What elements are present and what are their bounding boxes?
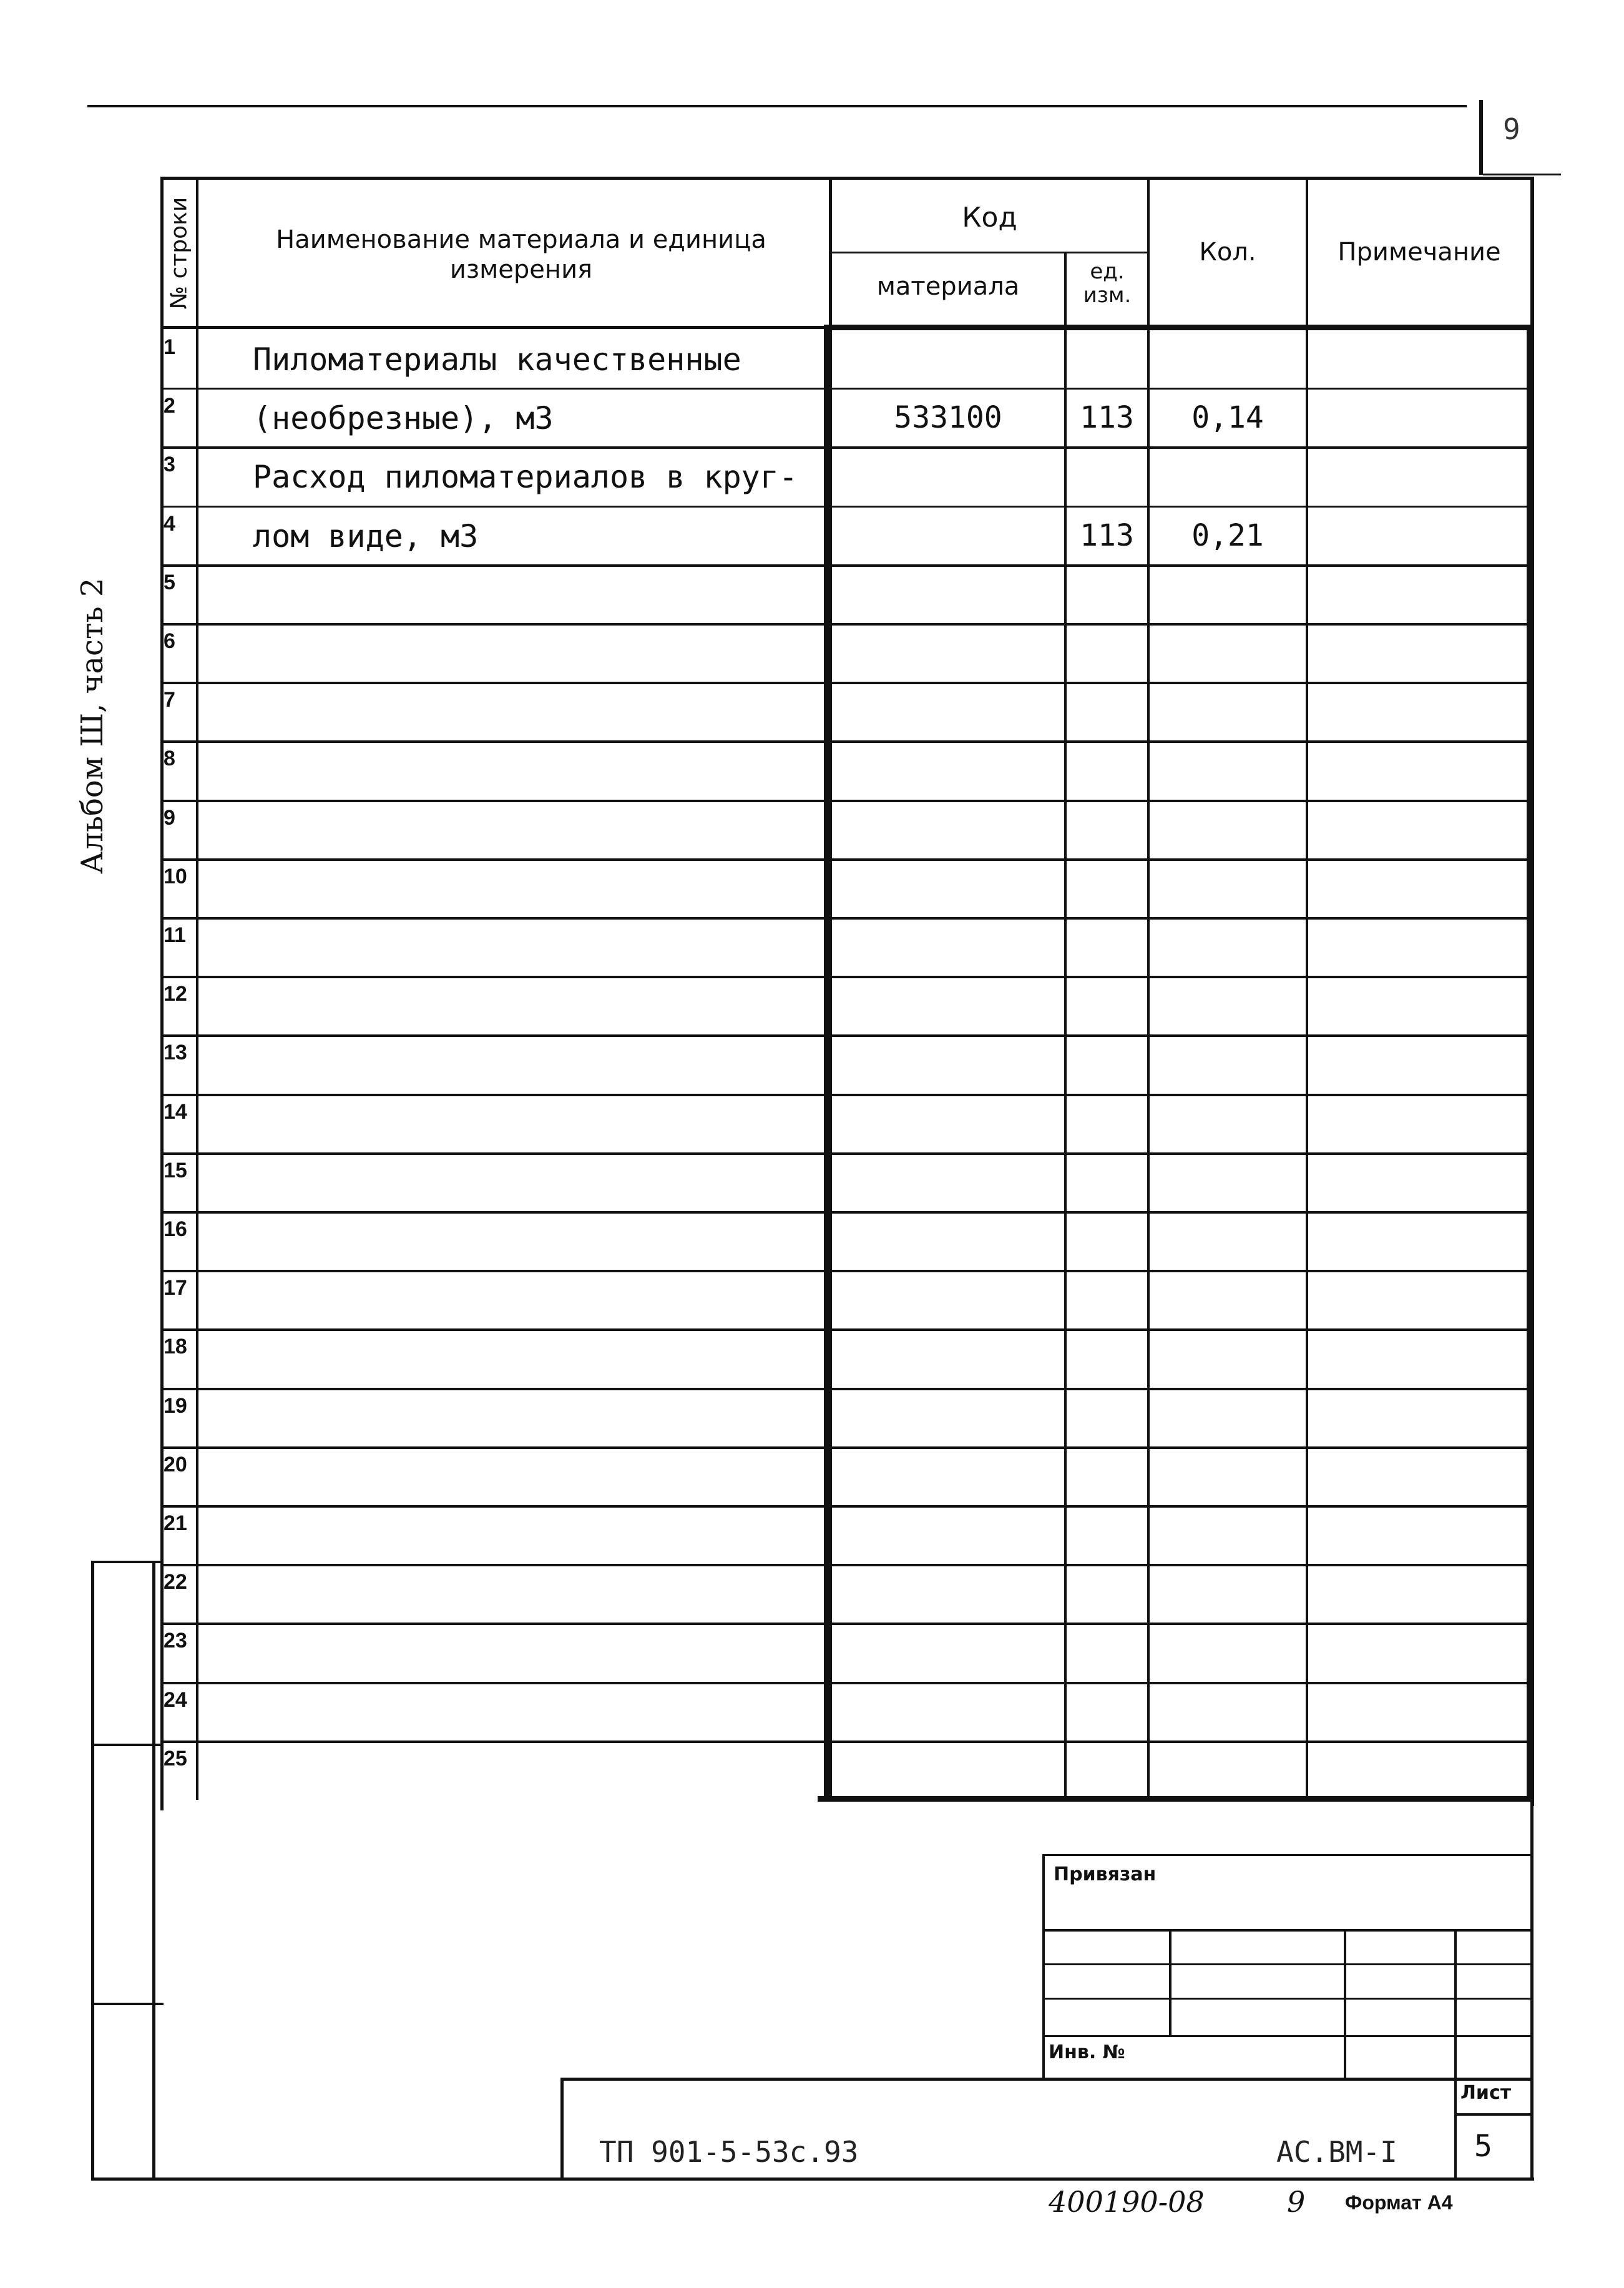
row-number: 21 — [164, 1511, 187, 1535]
row-separator — [164, 682, 1532, 684]
table-top-border — [160, 177, 1534, 180]
row-number: 7 — [164, 688, 175, 712]
thick-frame-bottom — [818, 1796, 1534, 1802]
thick-frame-left — [824, 325, 829, 1801]
row-name: Расход пиломатериалов в круг- — [253, 459, 798, 495]
row-separator — [164, 1564, 1532, 1566]
col-divider-rowno — [196, 177, 198, 1800]
stamp-vline-3 — [1454, 1929, 1457, 2179]
row-number: 1 — [164, 335, 175, 359]
margin-box-left — [91, 1561, 94, 2179]
col-divider-note — [1306, 177, 1308, 1800]
side-label-text: Альбом Ш, часть 2 — [75, 577, 110, 874]
margin-box-bottom — [91, 2178, 1534, 2181]
row-number: 19 — [164, 1394, 187, 1418]
row-separator — [164, 1446, 1532, 1449]
stamp-bound-top — [1042, 1854, 1534, 1856]
stamp-inv-label: Инв. № — [1049, 2041, 1125, 2063]
row-number: 2 — [164, 394, 175, 418]
row-number: 18 — [164, 1335, 187, 1358]
row-code: 533100 — [894, 400, 1002, 435]
row-number: 6 — [164, 629, 175, 653]
stamp-vline-1 — [1169, 1929, 1172, 2036]
row-number: 10 — [164, 865, 187, 888]
row-number: 5 — [164, 571, 175, 594]
thick-frame-top — [824, 325, 1534, 330]
row-separator — [164, 858, 1532, 861]
row-separator — [164, 388, 1532, 390]
row-number: 9 — [164, 806, 175, 830]
row-separator — [164, 1328, 1532, 1331]
row-number: 11 — [164, 923, 186, 947]
row-separator — [164, 1152, 1532, 1155]
row-separator — [164, 1623, 1532, 1625]
row-separator — [164, 506, 1532, 508]
stamp-line-c — [1042, 1998, 1534, 2000]
col-divider-unit — [1064, 253, 1067, 1800]
stamp-right-border — [1530, 1801, 1534, 2181]
page-number-divider — [1479, 100, 1483, 175]
page-number: 9 — [1503, 112, 1520, 146]
row-separator — [164, 446, 1532, 449]
stamp-sheet-number: 5 — [1474, 2129, 1492, 2164]
row-separator — [164, 1270, 1532, 1272]
row-number: 15 — [164, 1159, 187, 1182]
row-number: 23 — [164, 1629, 187, 1652]
row-separator — [164, 1741, 1532, 1743]
footer-format: Формат А4 — [1345, 2191, 1453, 2214]
row-separator — [164, 1094, 1532, 1096]
page-frame-left — [152, 1800, 155, 2181]
header-code-unit: ед. изм. — [1083, 259, 1132, 308]
row-number: 17 — [164, 1276, 187, 1300]
row-name: Пиломатериалы качественные — [253, 341, 741, 378]
stamp-sheet-label: Лист — [1460, 2082, 1512, 2104]
row-number: 4 — [164, 512, 175, 536]
row-number: 20 — [164, 1453, 187, 1476]
stamp-sheet-divider — [1454, 2113, 1534, 2116]
top-rule — [87, 105, 1467, 107]
margin-box-line-2 — [91, 1744, 164, 1746]
stamp-bound-left — [1042, 1854, 1045, 2079]
row-separator — [164, 1505, 1532, 1508]
top-right-rule — [1483, 174, 1561, 175]
row-separator — [164, 1682, 1532, 1684]
stamp-strip-top — [560, 2078, 1534, 2081]
stamp-project-code: ТП 901-5-53с.93 — [599, 2135, 859, 2169]
row-number: 25 — [164, 1747, 187, 1770]
header-note: Примечание — [1338, 238, 1501, 267]
row-number: 14 — [164, 1100, 187, 1124]
row-separator — [164, 800, 1532, 802]
thick-frame-right — [1527, 325, 1533, 1801]
row-name: лом виде, м3 — [253, 518, 479, 554]
stamp-strip-left — [560, 2078, 564, 2181]
row-name: (необрезные), м3 — [253, 400, 554, 436]
row-separator — [164, 976, 1532, 978]
row-unit: 113 — [1080, 400, 1134, 435]
row-number: 13 — [164, 1041, 187, 1064]
row-separator — [164, 917, 1532, 920]
header-row-no-text: № строки — [166, 197, 192, 310]
header-qty: Кол. — [1199, 238, 1256, 267]
footer-handwritten-number: 9 — [1287, 2185, 1306, 2219]
footer-handwritten: 400190-08 — [1049, 2185, 1205, 2219]
row-number: 22 — [164, 1570, 187, 1594]
stamp-bound-label: Привязан — [1054, 1863, 1157, 1885]
row-number: 16 — [164, 1217, 187, 1241]
header-code: Код — [962, 202, 1017, 233]
stamp-line-b — [1042, 1963, 1534, 1965]
header-code-material: материала — [876, 272, 1020, 301]
row-qty: 0,21 — [1191, 518, 1264, 553]
stamp-vline-2 — [1344, 1929, 1346, 2079]
header-row-no — [164, 181, 196, 325]
stamp-drawing-code: АС.ВМ-I — [1276, 2135, 1397, 2169]
row-qty: 0,14 — [1191, 400, 1264, 435]
stamp-line-a — [1042, 1929, 1534, 1932]
row-separator — [164, 1388, 1532, 1390]
side-label — [75, 400, 119, 874]
margin-box-line-1 — [91, 1561, 164, 1563]
stamp-line-d — [1042, 2035, 1534, 2037]
header-code-subline — [829, 252, 1150, 253]
row-number: 8 — [164, 747, 175, 770]
header-name: Наименование материала и единица измерения — [276, 225, 766, 284]
row-separator — [164, 740, 1532, 743]
row-separator — [164, 1211, 1532, 1214]
row-separator — [164, 623, 1532, 626]
row-separator — [164, 564, 1532, 567]
row-number: 3 — [164, 453, 175, 476]
row-number: 24 — [164, 1688, 187, 1712]
row-number: 12 — [164, 982, 187, 1006]
row-unit: 113 — [1080, 518, 1134, 553]
row-separator — [164, 1034, 1532, 1037]
